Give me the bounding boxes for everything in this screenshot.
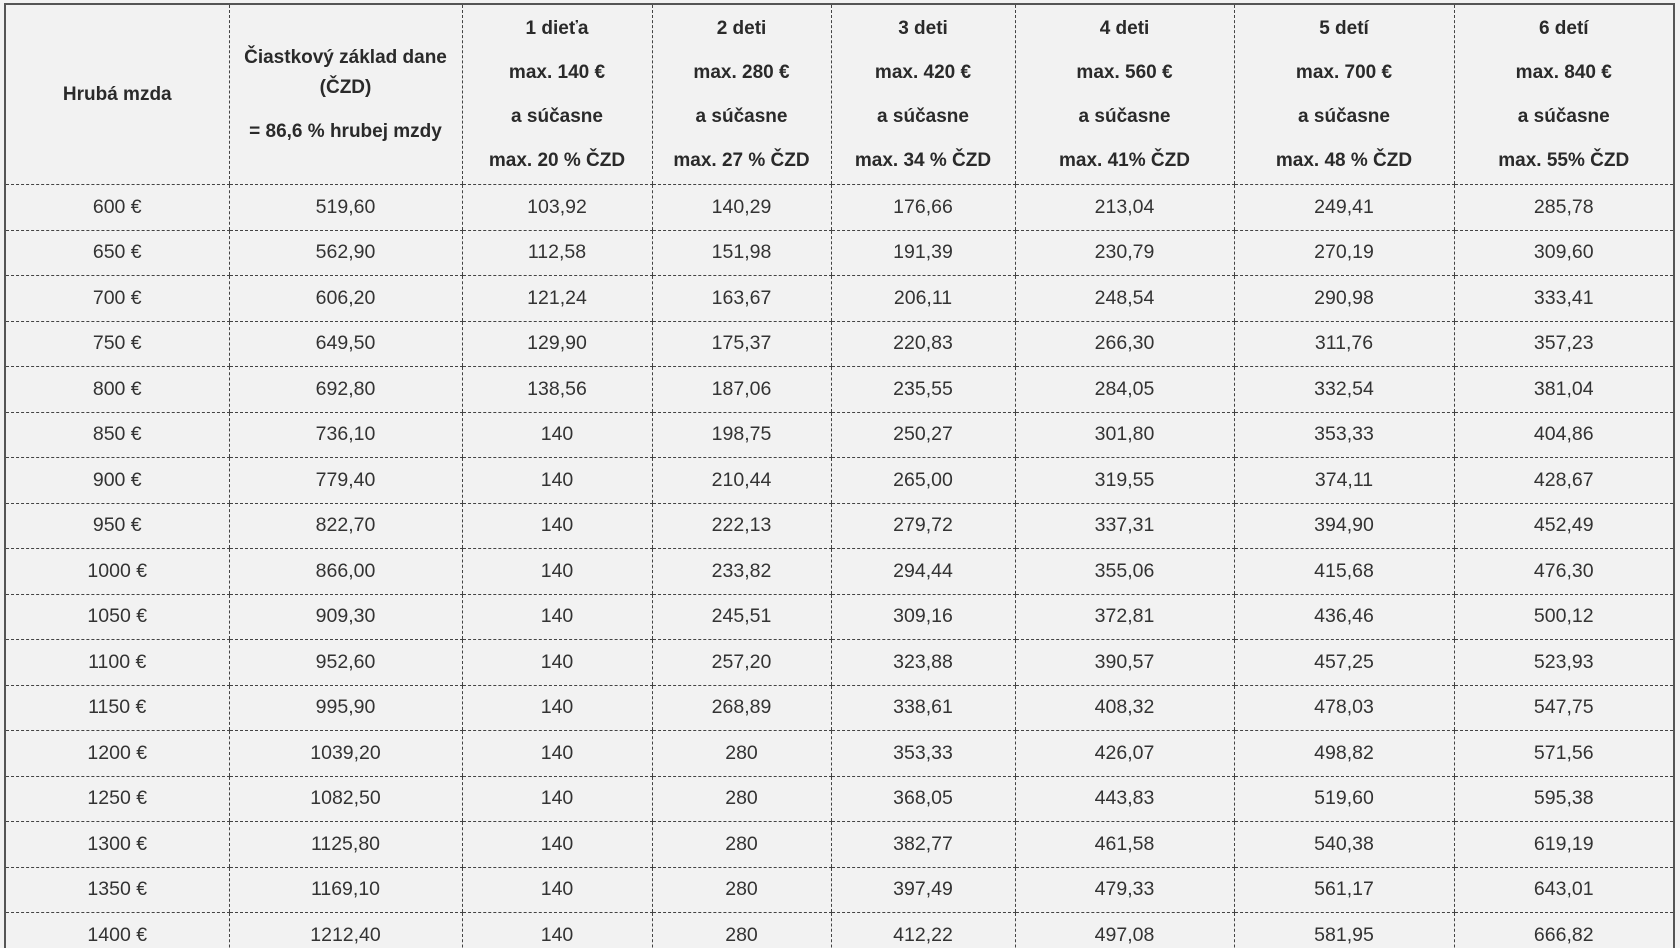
header-line: a súčasne <box>463 95 652 139</box>
table-cell: 220,83 <box>831 321 1015 367</box>
header-line: max. 840 € <box>1455 51 1674 95</box>
table-cell: 1350 € <box>6 867 229 913</box>
table-cell: 519,60 <box>229 185 462 231</box>
table-cell: 571,56 <box>1454 731 1673 777</box>
table-cell: 140 <box>462 549 652 595</box>
table-cell: 436,46 <box>1234 594 1454 640</box>
table-cell: 866,00 <box>229 549 462 595</box>
table-row <box>6 503 1673 549</box>
header-line: 6 detí <box>1455 7 1674 51</box>
table-row <box>6 776 1673 822</box>
table-cell: 294,44 <box>831 549 1015 595</box>
header-line: max. 48 % ČZD <box>1235 139 1454 183</box>
header-line: 1 dieťa <box>463 7 652 51</box>
table-cell: 476,30 <box>1454 549 1673 595</box>
table-cell: 355,06 <box>1015 549 1234 595</box>
table-cell: 140,29 <box>652 185 831 231</box>
table-frame <box>4 3 1675 948</box>
table-cell: 643,01 <box>1454 867 1673 913</box>
header-line: Čiastkový základ dane <box>230 43 462 73</box>
header-gross-wage <box>6 5 229 185</box>
table-cell: 381,04 <box>1454 367 1673 413</box>
header-partial-tax-base <box>229 5 462 185</box>
table-cell: 909,30 <box>229 594 462 640</box>
table-cell: 140 <box>462 776 652 822</box>
header-line: max. 700 € <box>1235 51 1454 95</box>
table-cell: 1169,10 <box>229 867 462 913</box>
header-line: max. 560 € <box>1016 51 1234 95</box>
header-line: (ČZD) <box>230 73 462 103</box>
header-line: max. 280 € <box>653 51 831 95</box>
header-line: a súčasne <box>1235 95 1454 139</box>
table-cell: 600 € <box>6 185 229 231</box>
table-cell: 213,04 <box>1015 185 1234 231</box>
table-cell: 397,49 <box>831 867 1015 913</box>
table-cell: 140 <box>462 913 652 948</box>
table-cell: 249,41 <box>1234 185 1454 231</box>
header-children-4 <box>1015 5 1234 185</box>
table-cell: 121,24 <box>462 276 652 322</box>
table-cell: 394,90 <box>1234 503 1454 549</box>
table-cell: 950 € <box>6 503 229 549</box>
table-cell: 606,20 <box>229 276 462 322</box>
header-line: 5 detí <box>1235 7 1454 51</box>
table-cell: 415,68 <box>1234 549 1454 595</box>
table-row <box>6 685 1673 731</box>
header-line: a súčasne <box>1016 95 1234 139</box>
header-children-1 <box>462 5 652 185</box>
table-cell: 140 <box>462 503 652 549</box>
table-cell: 270,19 <box>1234 230 1454 276</box>
table-cell: 800 € <box>6 367 229 413</box>
table-cell: 230,79 <box>1015 230 1234 276</box>
table-cell: 736,10 <box>229 412 462 458</box>
table-cell: 198,75 <box>652 412 831 458</box>
table-cell: 140 <box>462 685 652 731</box>
header-line: = 86,6 % hrubej mzdy <box>230 117 462 147</box>
table-cell: 498,82 <box>1234 731 1454 777</box>
table-row <box>6 867 1673 913</box>
header-line: a súčasne <box>832 95 1015 139</box>
table-row <box>6 640 1673 686</box>
header-line: max. 420 € <box>832 51 1015 95</box>
table-cell: 408,32 <box>1015 685 1234 731</box>
table-cell: 257,20 <box>652 640 831 686</box>
table-cell: 412,22 <box>831 913 1015 948</box>
table-cell: 1300 € <box>6 822 229 868</box>
table-cell: 191,39 <box>831 230 1015 276</box>
table-cell: 210,44 <box>652 458 831 504</box>
table-cell: 426,07 <box>1015 731 1234 777</box>
table-cell: 523,93 <box>1454 640 1673 686</box>
table-row <box>6 321 1673 367</box>
table-cell: 337,31 <box>1015 503 1234 549</box>
table-cell: 140 <box>462 731 652 777</box>
table-cell: 443,83 <box>1015 776 1234 822</box>
table-cell: 138,56 <box>462 367 652 413</box>
table-cell: 952,60 <box>229 640 462 686</box>
table-cell: 301,80 <box>1015 412 1234 458</box>
table-cell: 649,50 <box>229 321 462 367</box>
table-cell: 850 € <box>6 412 229 458</box>
table-row <box>6 822 1673 868</box>
table-cell: 280 <box>652 731 831 777</box>
header-line: max. 34 % ČZD <box>832 139 1015 183</box>
header-line: 2 deti <box>653 7 831 51</box>
table-cell: 461,58 <box>1015 822 1234 868</box>
header-line: max. 20 % ČZD <box>463 139 652 183</box>
table-cell: 1212,40 <box>229 913 462 948</box>
header-line: max. 27 % ČZD <box>653 139 831 183</box>
table-cell: 452,49 <box>1454 503 1673 549</box>
table-row <box>6 913 1673 948</box>
table-cell: 250,27 <box>831 412 1015 458</box>
header-line: a súčasne <box>1455 95 1674 139</box>
table-cell: 372,81 <box>1015 594 1234 640</box>
table-cell: 280 <box>652 822 831 868</box>
table-cell: 187,06 <box>652 367 831 413</box>
table-cell: 368,05 <box>831 776 1015 822</box>
tax-bonus-table <box>6 5 1673 948</box>
header-line: Hrubá mzda <box>6 73 229 117</box>
table-cell: 390,57 <box>1015 640 1234 686</box>
table-cell: 900 € <box>6 458 229 504</box>
table-row <box>6 367 1673 413</box>
table-cell: 581,95 <box>1234 913 1454 948</box>
table-cell: 323,88 <box>831 640 1015 686</box>
table-cell: 497,08 <box>1015 913 1234 948</box>
table-cell: 1082,50 <box>229 776 462 822</box>
table-cell: 280 <box>652 776 831 822</box>
table-body <box>6 185 1673 948</box>
table-cell: 248,54 <box>1015 276 1234 322</box>
table-cell: 279,72 <box>831 503 1015 549</box>
table-row <box>6 731 1673 777</box>
table-cell: 290,98 <box>1234 276 1454 322</box>
table-cell: 1100 € <box>6 640 229 686</box>
table-cell: 176,66 <box>831 185 1015 231</box>
table-cell: 428,67 <box>1454 458 1673 504</box>
table-cell: 1200 € <box>6 731 229 777</box>
table-cell: 779,40 <box>229 458 462 504</box>
table-cell: 519,60 <box>1234 776 1454 822</box>
table-cell: 822,70 <box>229 503 462 549</box>
table-cell: 151,98 <box>652 230 831 276</box>
table-cell: 140 <box>462 822 652 868</box>
table-cell: 666,82 <box>1454 913 1673 948</box>
table-cell: 140 <box>462 867 652 913</box>
table-cell: 595,38 <box>1454 776 1673 822</box>
table-cell: 692,80 <box>229 367 462 413</box>
table-cell: 1125,80 <box>229 822 462 868</box>
table-cell: 309,60 <box>1454 230 1673 276</box>
header-row <box>6 5 1673 185</box>
table-cell: 500,12 <box>1454 594 1673 640</box>
table-row <box>6 185 1673 231</box>
header-line: 4 deti <box>1016 7 1234 51</box>
table-cell: 163,67 <box>652 276 831 322</box>
table-row <box>6 276 1673 322</box>
table-cell: 1250 € <box>6 776 229 822</box>
table-row <box>6 594 1673 640</box>
table-cell: 332,54 <box>1234 367 1454 413</box>
table-cell: 1050 € <box>6 594 229 640</box>
table-cell: 404,86 <box>1454 412 1673 458</box>
table-cell: 265,00 <box>831 458 1015 504</box>
table-cell: 540,38 <box>1234 822 1454 868</box>
table-cell: 311,76 <box>1234 321 1454 367</box>
header-children-3 <box>831 5 1015 185</box>
table-row <box>6 549 1673 595</box>
header-children-2 <box>652 5 831 185</box>
table-cell: 268,89 <box>652 685 831 731</box>
table-cell: 750 € <box>6 321 229 367</box>
header-children-6 <box>1454 5 1673 185</box>
table-cell: 561,17 <box>1234 867 1454 913</box>
table-cell: 1000 € <box>6 549 229 595</box>
table-cell: 353,33 <box>1234 412 1454 458</box>
table-cell: 1400 € <box>6 913 229 948</box>
table-cell: 245,51 <box>652 594 831 640</box>
header-line: a súčasne <box>653 95 831 139</box>
table-cell: 357,23 <box>1454 321 1673 367</box>
table-cell: 140 <box>462 412 652 458</box>
table-cell: 175,37 <box>652 321 831 367</box>
table-cell: 479,33 <box>1015 867 1234 913</box>
table-cell: 285,78 <box>1454 185 1673 231</box>
header-children-5 <box>1234 5 1454 185</box>
table-row <box>6 458 1673 504</box>
table-row <box>6 230 1673 276</box>
table-cell: 478,03 <box>1234 685 1454 731</box>
table-cell: 650 € <box>6 230 229 276</box>
table-cell: 319,55 <box>1015 458 1234 504</box>
table-cell: 457,25 <box>1234 640 1454 686</box>
header-line: max. 55% ČZD <box>1455 139 1674 183</box>
table-cell: 547,75 <box>1454 685 1673 731</box>
table-row <box>6 412 1673 458</box>
table-cell: 284,05 <box>1015 367 1234 413</box>
table-cell: 280 <box>652 913 831 948</box>
header-line: 3 deti <box>832 7 1015 51</box>
table-cell: 266,30 <box>1015 321 1234 367</box>
header-line: max. 41% ČZD <box>1016 139 1234 183</box>
table-cell: 1150 € <box>6 685 229 731</box>
table-cell: 562,90 <box>229 230 462 276</box>
table-cell: 112,58 <box>462 230 652 276</box>
table-cell: 374,11 <box>1234 458 1454 504</box>
table-cell: 619,19 <box>1454 822 1673 868</box>
header-line: max. 140 € <box>463 51 652 95</box>
table-cell: 129,90 <box>462 321 652 367</box>
table-cell: 103,92 <box>462 185 652 231</box>
table-cell: 140 <box>462 594 652 640</box>
table-cell: 995,90 <box>229 685 462 731</box>
table-cell: 280 <box>652 867 831 913</box>
table-cell: 222,13 <box>652 503 831 549</box>
table-cell: 353,33 <box>831 731 1015 777</box>
table-cell: 1039,20 <box>229 731 462 777</box>
table-cell: 700 € <box>6 276 229 322</box>
table-cell: 140 <box>462 458 652 504</box>
table-cell: 235,55 <box>831 367 1015 413</box>
table-cell: 206,11 <box>831 276 1015 322</box>
table-cell: 309,16 <box>831 594 1015 640</box>
table-cell: 233,82 <box>652 549 831 595</box>
table-cell: 333,41 <box>1454 276 1673 322</box>
table-cell: 140 <box>462 640 652 686</box>
table-cell: 382,77 <box>831 822 1015 868</box>
table-cell: 338,61 <box>831 685 1015 731</box>
